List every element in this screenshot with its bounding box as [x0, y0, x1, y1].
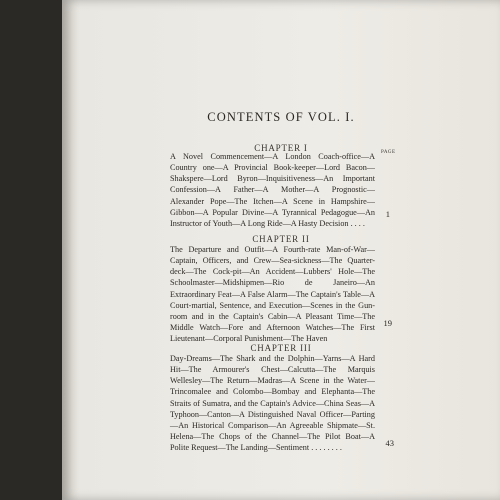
chapter-2-summary: The Departure and Outfit—A Fourth-rate Man-of-War—Captain, Officers, and Crew—Sea-sickness—The Quarter-deck—The Cock-pit—An Accident—Lubbers' Hole—The Schoolmaster—Midshipmen—Rio de Janeiro—An Extraordinary Feat—A False Alarm—The Captain's Table—A Court-martial, Sentence, and Execution—Scenes in the Gun-room and in the Captain's Cabin—A Pleasant Time—The Middle Watch—Fore and Afternoon Watches—The First Lieutenant—Corporal Punishment—The Haven	[170, 245, 375, 344]
contents-title: CONTENTS OF VOL. I.	[207, 110, 355, 124]
chapter-1-page: 1	[385, 209, 390, 219]
page-column-label: PAGE	[381, 150, 396, 155]
chapter-1-heading: CHAPTER I	[254, 143, 308, 153]
chapter-1-summary: A Novel Commencement—A London Coach-office—A Country one—A Provincial Book-keeper—Lord Bacon—Shakspere—Lord Byron—Inquisitiveness—An Important Confession—A Father—A Mother—A Prognostic—Alexander Pope—The Itchen—A Scene in Hampshire—Gibbon—A Popular Divine—A Tyrannical Pedagogue—An Instructor of Youth—A Long Ride—A Hasty Decision . . . .	[170, 152, 375, 228]
chapter-2-heading: CHAPTER II	[252, 234, 310, 244]
chapter-3-summary: Day-Dreams—The Shark and the Dolphin—Yarns—A Hard Hit—The Armourer's Chest—Calcutta—The Marquis Wellesley—The Return—Madras—A Scene in the Water—Trincomalee and Colombo—Bombay and Elephanta—The Straits of Sumatra, and the Captain's Advice—China Seas—A Typhoon—Canton—A Distinguished Naval Officer—Parting—An Historical Comparison—An Agreeable Shipmate—St. Helena—The Chops of the Channel—The Pilot Boat—A Polite Request—The Landing—Sentiment . . . . . . . .	[170, 354, 375, 453]
chapter-3-heading: CHAPTER III	[250, 343, 312, 353]
chapter-3-page: 43	[385, 438, 394, 448]
chapter-2-page: 19	[383, 318, 392, 328]
